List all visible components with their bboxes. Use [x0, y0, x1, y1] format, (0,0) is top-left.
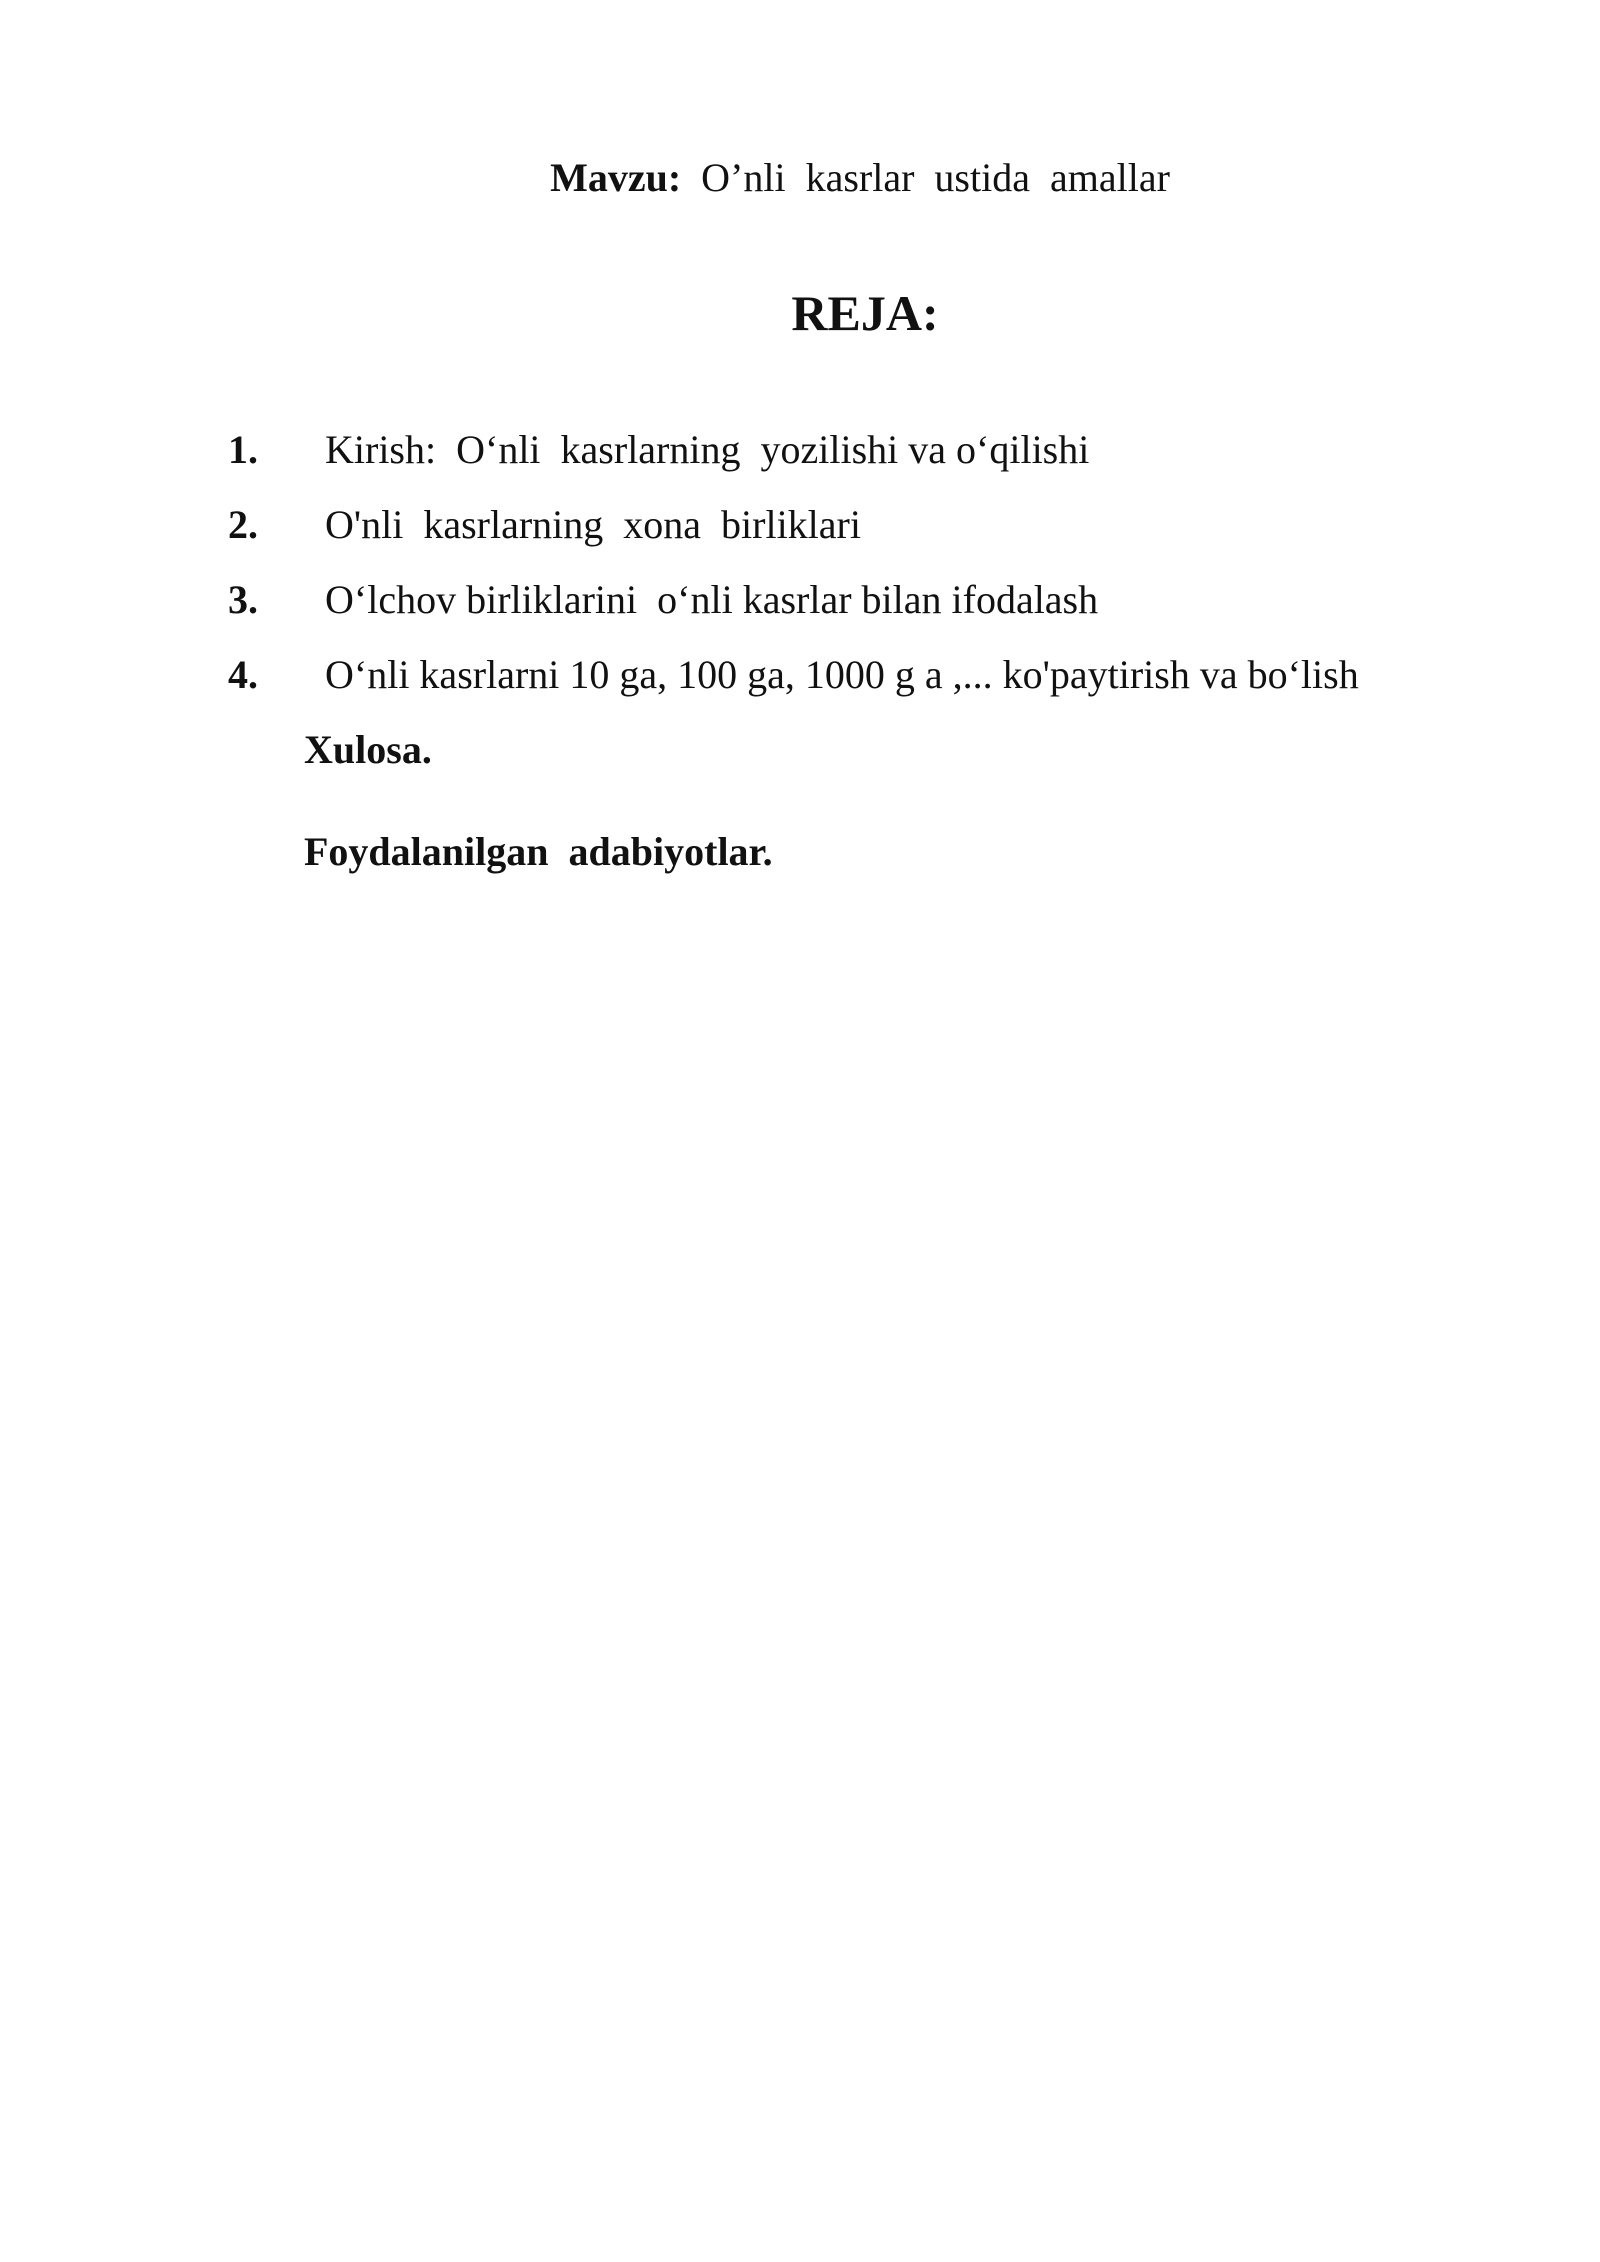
plan-list	[228, 422, 1359, 722]
plan-item-number: 1.	[228, 427, 258, 472]
plan-item-number: 3.	[228, 577, 258, 622]
plan-item-text: O'nli kasrlarning xona birliklari	[325, 502, 861, 547]
topic-text: O’nli kasrlar ustida amallar	[701, 155, 1170, 200]
plan-item-text: O‘nli kasrlarni 10 ga, 100 ga, 1000 g a ,... ko'paytirish va bo‘lish	[325, 652, 1359, 697]
references-heading: Foydalanilgan adabiyotlar.	[304, 829, 773, 874]
plan-item-4	[228, 647, 1359, 722]
plan-heading: REJA:	[791, 285, 939, 341]
topic-label: Mavzu:	[550, 155, 682, 200]
plan-item-3	[228, 572, 1359, 647]
plan-item-text: O‘lchov birliklarini o‘nli kasrlar bilan ifodalash	[325, 577, 1099, 622]
plan-item-number: 4.	[228, 652, 258, 697]
conclusion-heading: Xulosa.	[304, 727, 432, 772]
plan-item-text: Kirish: O‘nli kasrlarning yozilishi va o‘qilishi	[325, 427, 1090, 472]
plan-item-2	[228, 497, 1359, 572]
plan-item-1	[228, 422, 1359, 497]
topic-line	[0, 152, 1600, 204]
plan-item-number: 2.	[228, 502, 258, 547]
